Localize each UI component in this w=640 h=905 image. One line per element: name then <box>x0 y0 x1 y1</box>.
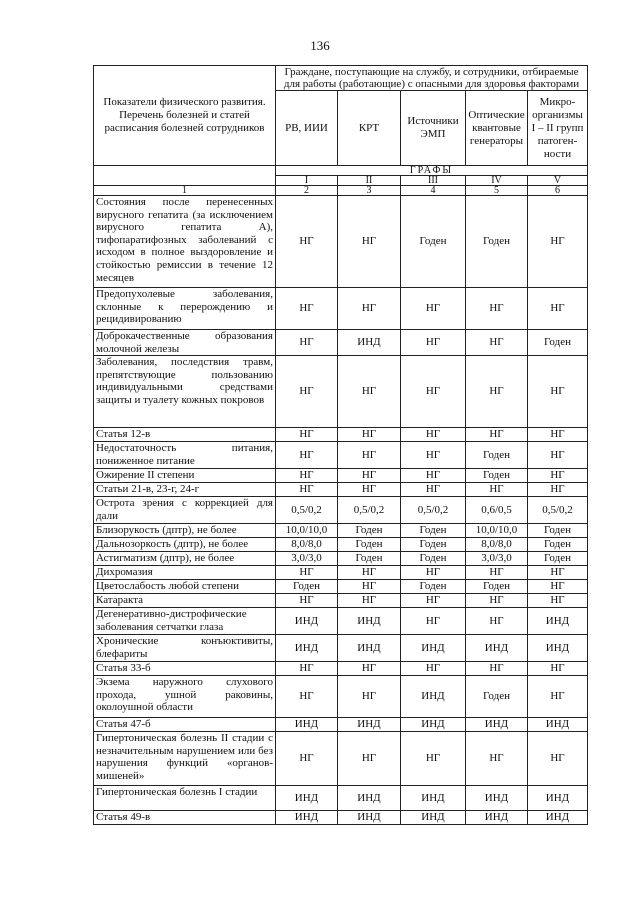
row-label: Статья 49-в <box>94 811 276 825</box>
column-header: КРТ <box>338 91 401 166</box>
roman-empty-cell <box>94 176 276 186</box>
cell-value: ИНД <box>338 635 401 662</box>
grafy-label: ГРАФЫ <box>276 166 588 176</box>
cell-value: НГ <box>528 676 588 718</box>
cell-value: НГ <box>528 288 588 330</box>
table-row <box>94 330 588 356</box>
row-label: Ожирение II степени <box>94 469 276 483</box>
cell-value: НГ <box>466 288 528 330</box>
cell-value: НГ <box>276 288 338 330</box>
row-label: Гипертоническая болезнь II стадии с незначительным нарушением или без нарушения функций «органов-мишеней» <box>94 732 276 786</box>
cell-value: 0,5/0,2 <box>528 497 588 524</box>
cell-value: НГ <box>528 483 588 497</box>
cell-value: НГ <box>338 594 401 608</box>
roman-numeral: I <box>276 176 338 186</box>
cell-value: НГ <box>276 483 338 497</box>
cell-value: 8,0/8,0 <box>276 538 338 552</box>
row-label: Астигматизм (дптр), не более <box>94 552 276 566</box>
column-number: 4 <box>401 186 466 196</box>
cell-value: Годен <box>528 538 588 552</box>
table-row <box>94 552 588 566</box>
group-header: Граждане, поступающие на службу, и сотрудники, отбираемые для работы (работающие) с опасными для здоровья факторами <box>276 66 588 91</box>
cell-value: ИНД <box>528 811 588 825</box>
grafy-empty-cell <box>94 166 276 176</box>
cell-value: Годен <box>528 552 588 566</box>
cell-value: Годен <box>401 196 466 288</box>
cell-value: ИНД <box>338 330 401 356</box>
cell-value: ИНД <box>338 718 401 732</box>
cell-value: ИНД <box>401 786 466 811</box>
table-row <box>94 718 588 732</box>
cell-value: Годен <box>276 580 338 594</box>
cell-value: НГ <box>338 196 401 288</box>
indicator-header: Показатели физического развития. Перечень болезней и статей расписания болезней сотрудников <box>94 66 276 166</box>
cell-value: ИНД <box>528 718 588 732</box>
row-label: Катаракта <box>94 594 276 608</box>
cell-value: ИНД <box>466 635 528 662</box>
cell-value: НГ <box>401 594 466 608</box>
column-number: 3 <box>338 186 401 196</box>
cell-value: 3,0/3,0 <box>276 552 338 566</box>
row-label: Цветослабость любой степени <box>94 580 276 594</box>
row-label: Доброкачественные образования молочной железы <box>94 330 276 356</box>
row-label: Статья 33-б <box>94 662 276 676</box>
cell-value: НГ <box>401 483 466 497</box>
cell-value: ИНД <box>401 635 466 662</box>
cell-value: НГ <box>401 288 466 330</box>
cell-value: НГ <box>338 428 401 442</box>
cell-value: Годен <box>338 538 401 552</box>
cell-value: НГ <box>338 483 401 497</box>
cell-value: НГ <box>466 566 528 580</box>
cell-value: ИНД <box>466 811 528 825</box>
table-row <box>94 524 588 538</box>
cell-value: НГ <box>528 580 588 594</box>
cell-value: НГ <box>338 566 401 580</box>
cell-value: НГ <box>276 330 338 356</box>
row-label: Заболевания, последствия травм, препятствующие пользованию индивидуальными средствами защиты и туалету кожных покровов <box>94 356 276 428</box>
cell-value: Годен <box>466 580 528 594</box>
cell-value: НГ <box>276 428 338 442</box>
cell-value: ИНД <box>466 786 528 811</box>
fitness-table <box>93 65 588 825</box>
column-number: 2 <box>276 186 338 196</box>
table-row <box>94 288 588 330</box>
cell-value: НГ <box>276 566 338 580</box>
cell-value: НГ <box>276 196 338 288</box>
column-header: Источники ЭМП <box>401 91 466 166</box>
table-row <box>94 608 588 635</box>
cell-value: НГ <box>528 662 588 676</box>
cell-value: НГ <box>528 196 588 288</box>
cell-value: НГ <box>276 469 338 483</box>
cell-value: НГ <box>528 732 588 786</box>
table-row <box>94 428 588 442</box>
cell-value: 0,5/0,2 <box>338 497 401 524</box>
cell-value: ИНД <box>276 811 338 825</box>
cell-value: ИНД <box>276 608 338 635</box>
row-label: Дальнозоркость (дптр), не более <box>94 538 276 552</box>
column-header: РВ, ИИИ <box>276 91 338 166</box>
cell-value: ИНД <box>466 718 528 732</box>
cell-value: НГ <box>401 608 466 635</box>
cell-value: ИНД <box>401 676 466 718</box>
cell-value: НГ <box>401 469 466 483</box>
cell-value: НГ <box>276 732 338 786</box>
cell-value: НГ <box>401 330 466 356</box>
cell-value: Годен <box>528 524 588 538</box>
cell-value: 3,0/3,0 <box>466 552 528 566</box>
cell-value: НГ <box>528 469 588 483</box>
table-row <box>94 662 588 676</box>
cell-value: НГ <box>338 732 401 786</box>
cell-value: ИНД <box>401 811 466 825</box>
table-row <box>94 676 588 718</box>
cell-value: Годен <box>528 330 588 356</box>
row-label: Предопухолевые заболевания, склонные к перерождению и рецидивированию <box>94 288 276 330</box>
table-row <box>94 538 588 552</box>
cell-value: ИНД <box>528 786 588 811</box>
cell-value: НГ <box>528 566 588 580</box>
cell-value: НГ <box>401 428 466 442</box>
cell-value: НГ <box>466 608 528 635</box>
table-row <box>94 483 588 497</box>
cell-value: Годен <box>466 442 528 469</box>
cell-value: НГ <box>466 594 528 608</box>
table-row <box>94 356 588 428</box>
cell-value: НГ <box>466 356 528 428</box>
cell-value: НГ <box>401 732 466 786</box>
row-label: Статьи 21-в, 23-г, 24-г <box>94 483 276 497</box>
cell-value: ИНД <box>528 635 588 662</box>
cell-value: НГ <box>401 356 466 428</box>
cell-value: НГ <box>528 442 588 469</box>
cell-value: ИНД <box>276 718 338 732</box>
cell-value: 8,0/8,0 <box>466 538 528 552</box>
cell-value: ИНД <box>338 608 401 635</box>
cell-value: Годен <box>401 524 466 538</box>
cell-value: НГ <box>338 442 401 469</box>
cell-value: НГ <box>401 662 466 676</box>
cell-value: НГ <box>276 676 338 718</box>
cell-value: НГ <box>276 442 338 469</box>
table-header <box>94 66 588 196</box>
cell-value: НГ <box>466 732 528 786</box>
table-row <box>94 732 588 786</box>
cell-value: 0,6/0,5 <box>466 497 528 524</box>
column-number: 5 <box>466 186 528 196</box>
cell-value: ИНД <box>276 786 338 811</box>
table-row <box>94 594 588 608</box>
cell-value: НГ <box>338 469 401 483</box>
column-header: Микро-организмы I – II групп патоген-ности <box>528 91 588 166</box>
cell-value: ИНД <box>528 608 588 635</box>
cell-value: НГ <box>466 330 528 356</box>
cell-value: НГ <box>338 662 401 676</box>
row-label: Дегенеративно-дистрофические заболевания сетчатки глаза <box>94 608 276 635</box>
cell-value: НГ <box>466 483 528 497</box>
row-label: Статья 12-в <box>94 428 276 442</box>
table-row <box>94 786 588 811</box>
cell-value: Годен <box>466 196 528 288</box>
cell-value: НГ <box>276 594 338 608</box>
cell-value: НГ <box>466 428 528 442</box>
table-row <box>94 635 588 662</box>
table-row <box>94 196 588 288</box>
row-label: Дихромазия <box>94 566 276 580</box>
cell-value: НГ <box>528 594 588 608</box>
row-label: Острота зрения с коррекцией для дали <box>94 497 276 524</box>
cell-value: ИНД <box>338 811 401 825</box>
cell-value: НГ <box>528 356 588 428</box>
cell-value: ИНД <box>338 786 401 811</box>
table-body <box>94 196 588 825</box>
cell-value: 0,5/0,2 <box>276 497 338 524</box>
row-label: Близорукость (дптр), не более <box>94 524 276 538</box>
table-row <box>94 442 588 469</box>
row-label: Статья 47-б <box>94 718 276 732</box>
table-row <box>94 469 588 483</box>
cell-value: Годен <box>466 469 528 483</box>
cell-value: НГ <box>401 442 466 469</box>
cell-value: НГ <box>338 288 401 330</box>
row-label: Экзема наружного слухового прохода, ушной раковины, околоушной области <box>94 676 276 718</box>
cell-value: НГ <box>276 662 338 676</box>
cell-value: 0,5/0,2 <box>401 497 466 524</box>
table-row <box>94 497 588 524</box>
cell-value: НГ <box>466 662 528 676</box>
column-number: 1 <box>94 186 276 196</box>
cell-value: Годен <box>466 676 528 718</box>
column-number: 6 <box>528 186 588 196</box>
cell-value: 10,0/10,0 <box>466 524 528 538</box>
cell-value: Годен <box>338 552 401 566</box>
cell-value: НГ <box>276 356 338 428</box>
cell-value: НГ <box>338 580 401 594</box>
roman-numeral: IV <box>466 176 528 186</box>
cell-value: Годен <box>338 524 401 538</box>
roman-numeral: III <box>401 176 466 186</box>
table-row <box>94 566 588 580</box>
table-row <box>94 580 588 594</box>
roman-numeral: V <box>528 176 588 186</box>
cell-value: Годен <box>401 538 466 552</box>
cell-value: НГ <box>401 566 466 580</box>
cell-value: Годен <box>401 580 466 594</box>
column-header: Оптические квантовые генераторы <box>466 91 528 166</box>
cell-value: ИНД <box>276 635 338 662</box>
cell-value: НГ <box>528 428 588 442</box>
cell-value: ИНД <box>401 718 466 732</box>
row-label: Хронические конъюктивиты, блефариты <box>94 635 276 662</box>
cell-value: Годен <box>401 552 466 566</box>
page-number: 136 <box>310 38 330 53</box>
table-row <box>94 811 588 825</box>
row-label: Гипертоническая болезнь I стадии <box>94 786 276 811</box>
row-label: Недостаточность питания, пониженное питание <box>94 442 276 469</box>
cell-value: 10,0/10,0 <box>276 524 338 538</box>
row-label: Состояния после перенесенных вирусного гепатита (за исключением вирусного гепатита А), тифопаратифозных заболеваний с исходом в полное выздоровление и стойкостью ремиссии в течение 12 месяцев <box>94 196 276 288</box>
cell-value: НГ <box>338 356 401 428</box>
roman-numeral: II <box>338 176 401 186</box>
cell-value: НГ <box>338 676 401 718</box>
